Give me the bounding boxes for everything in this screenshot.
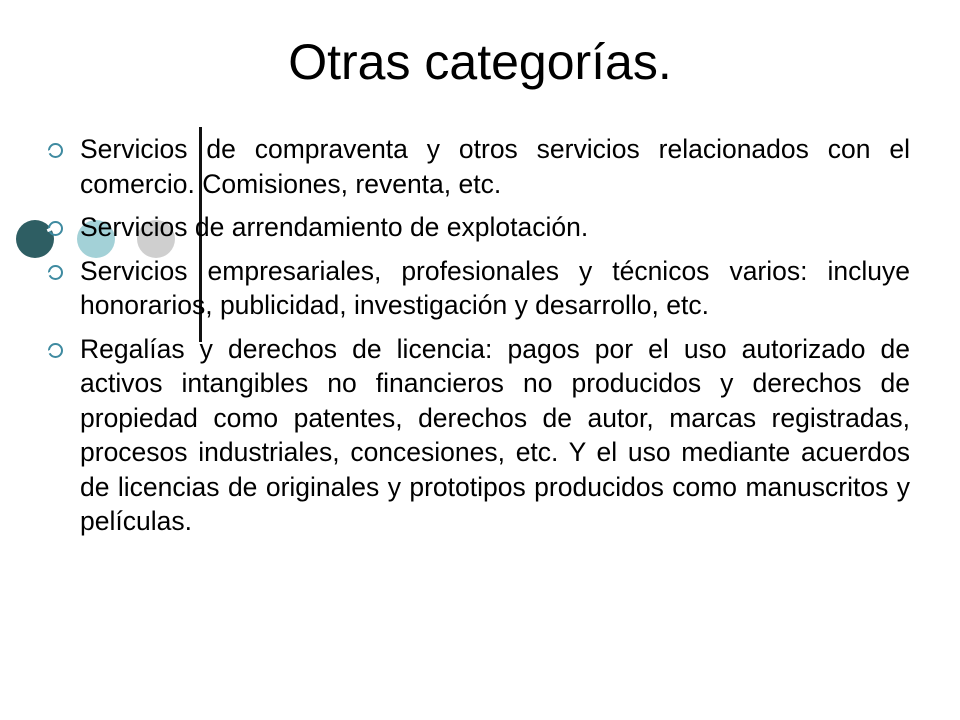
bullet-item bbox=[48, 332, 910, 539]
circle-bullet-icon bbox=[48, 221, 63, 236]
bullet-list bbox=[48, 132, 910, 539]
bullet-text: Servicios de compraventa y otros servicios relacionados con el comercio. Comisiones, reventa, etc. bbox=[80, 134, 910, 199]
bullet-item bbox=[48, 210, 910, 245]
circle-bullet-icon bbox=[48, 265, 63, 280]
bullet-item bbox=[48, 132, 910, 201]
bullet-text: Servicios de arrendamiento de explotación. bbox=[80, 212, 589, 242]
bullet-text: Servicios empresariales, profesionales y técnicos varios: incluye honorarios, publicidad, investigación y desarrollo, etc. bbox=[80, 255, 910, 320]
bullet-item bbox=[48, 254, 910, 323]
circle-bullet-icon bbox=[48, 343, 63, 358]
slide-title: Otras categorías. bbox=[288, 34, 672, 90]
bullet-text: Regalías y derechos de licencia: pagos por el uso autorizado de activos intangibles no financieros no producidos y derechos de propiedad como patentes, derechos de autor, marcas registradas, procesos industriales, concesiones, etc. Y el uso mediante acuerdos de licencias de originales y prototipos producidos como manuscritos y películas. bbox=[80, 333, 910, 536]
circle-bullet-icon bbox=[48, 143, 63, 158]
